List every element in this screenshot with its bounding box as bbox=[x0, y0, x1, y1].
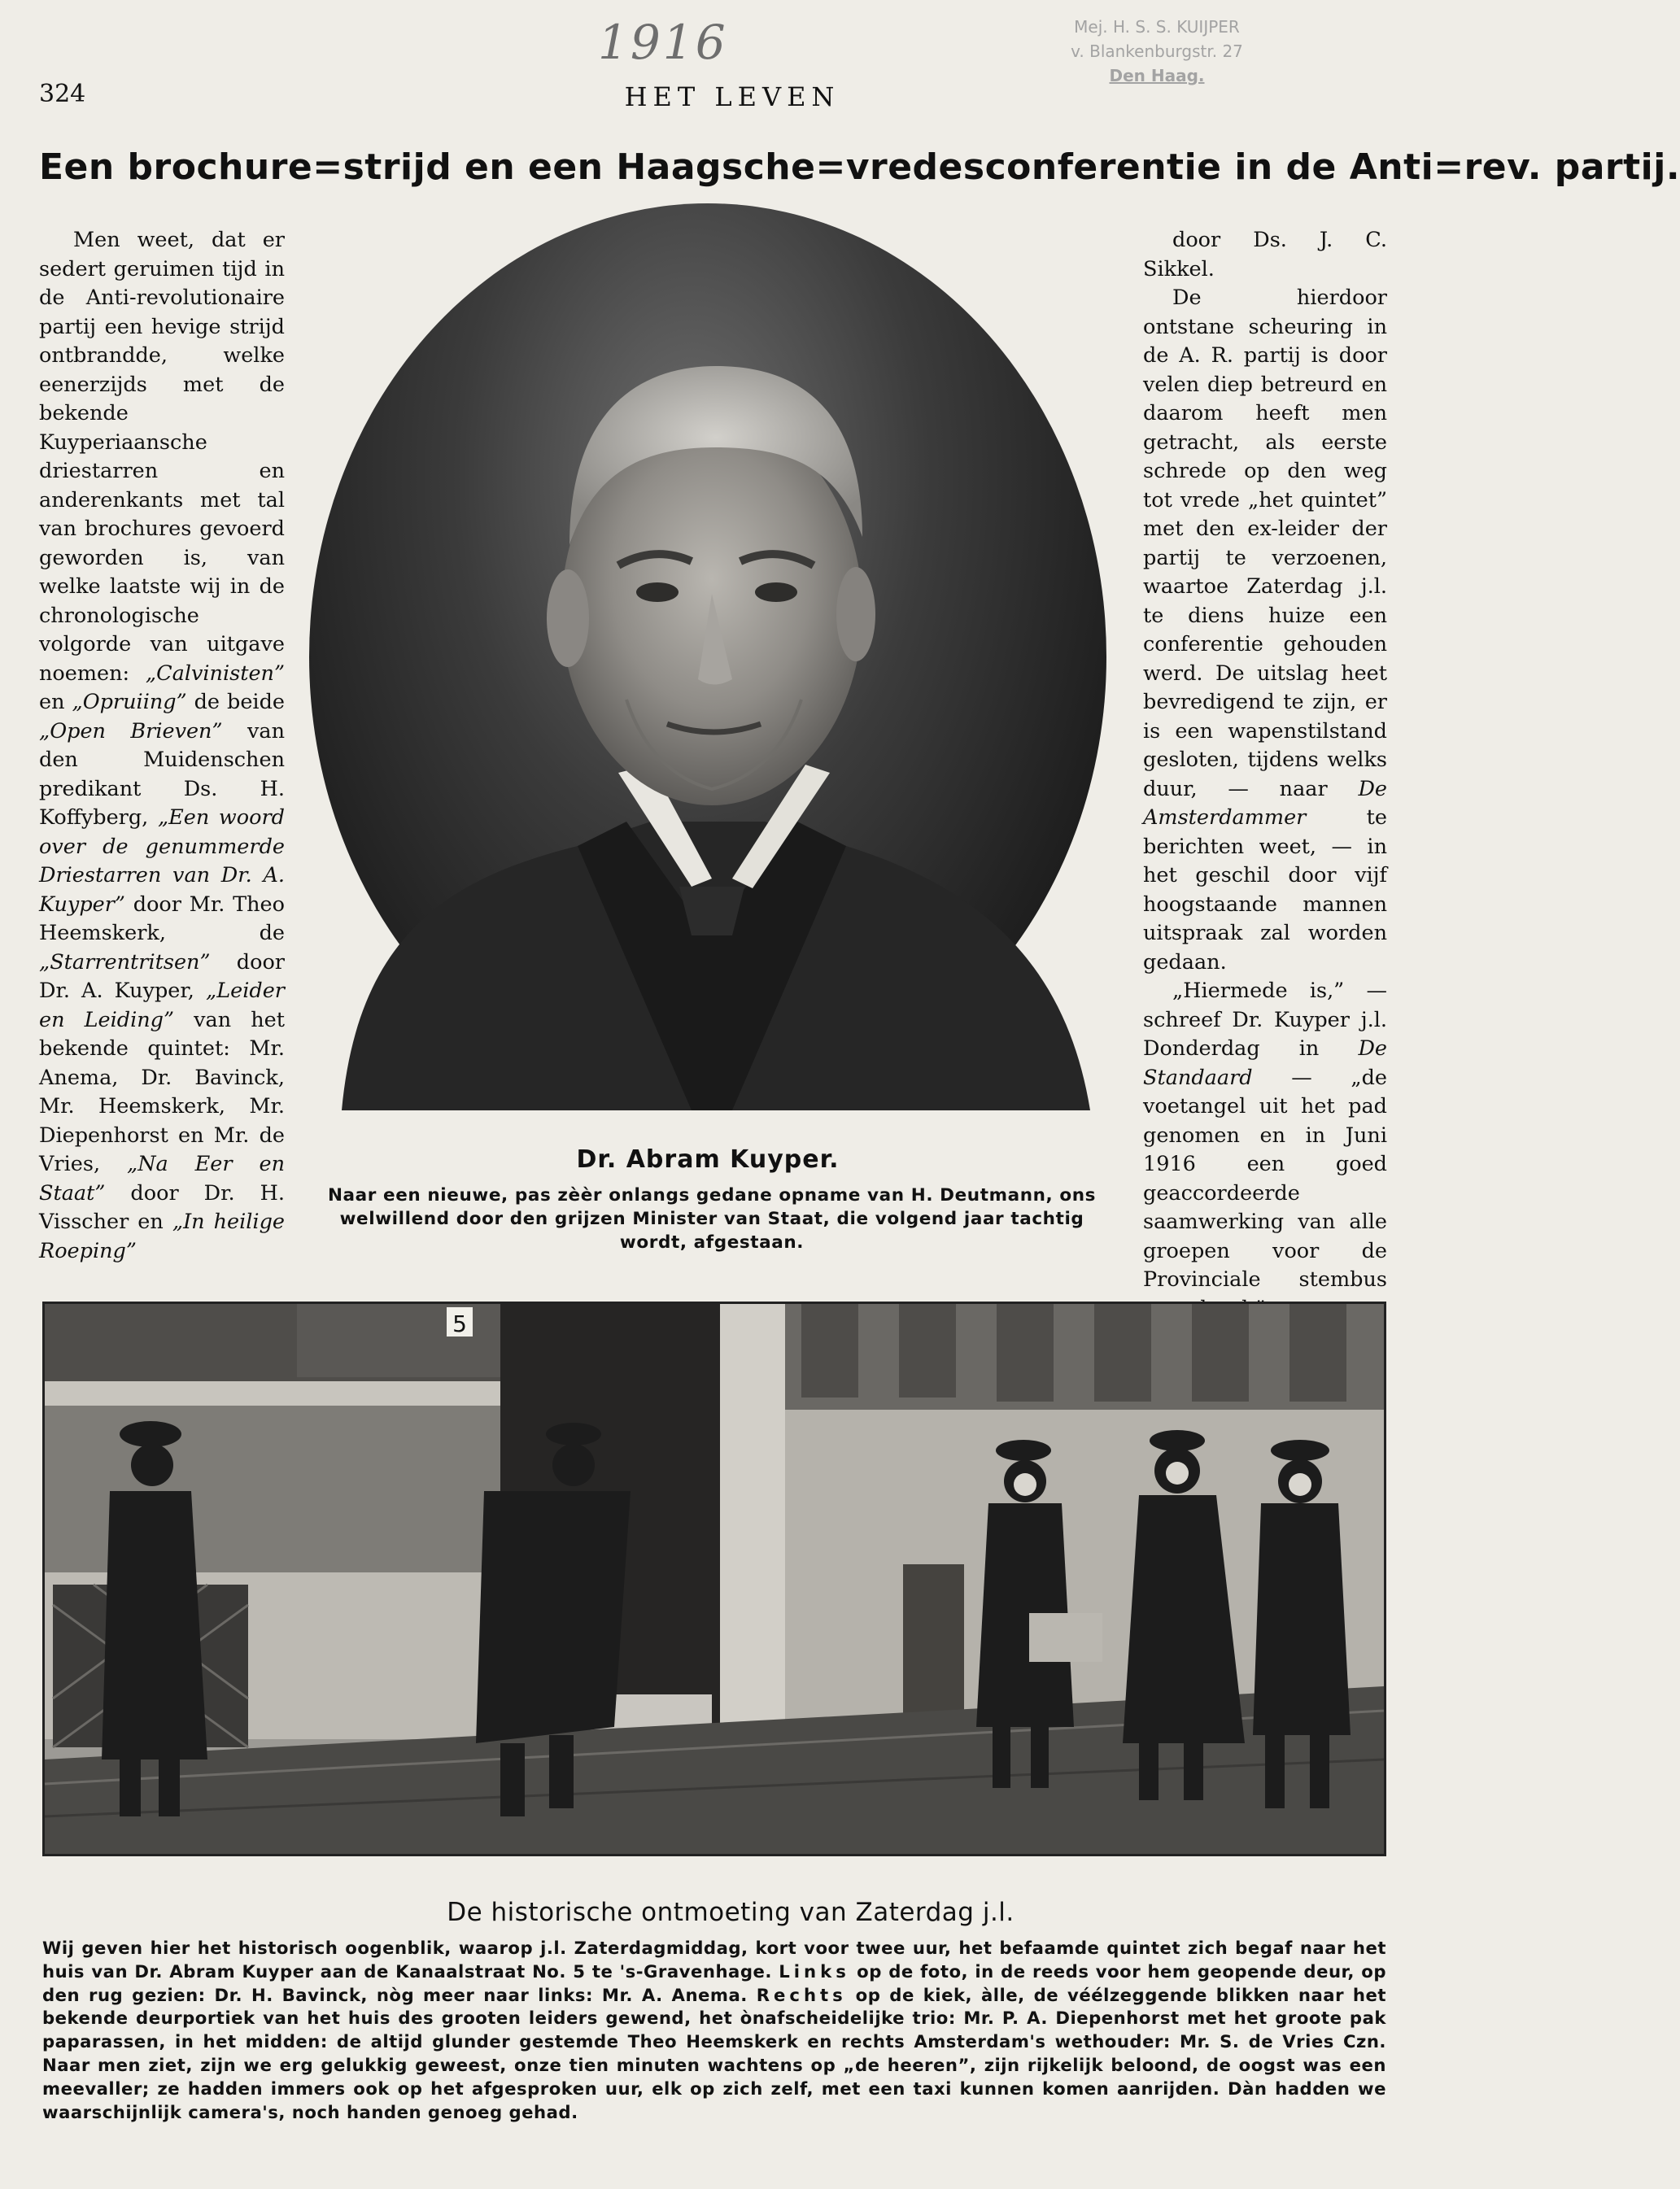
paragraph bbox=[1143, 284, 1387, 977]
title-reference: „Opruiing” bbox=[72, 690, 187, 714]
house-number: 5 bbox=[452, 1310, 467, 1337]
title-reference: De Standaard bbox=[1143, 1036, 1387, 1090]
text-run: Wij geven hier het historisch oogenblik, waarop j.l. Zaterdagmiddag, kort voor twee uur, het befaamde quintet zich begaf naar het huis van Dr. Abram Kuyper aan de Kanaalstraat No. 5 te 's-Gravenhage. bbox=[42, 1938, 1386, 1982]
text-run: op de kiek, àlle, de véélzeggende blikken naar het bekende deurportiek van het huis des grooten leiders gewend, het ònafscheidelijke trio: Mr. P. A. Diepenhorst met het groote pak paparassen, in het midden: de altijd glunder gestemde Theo Heemskerk en rechts Amsterdam's wethouder: Mr. S. de Vries Czn. Naar men ziet, zijn we erg gelukkig geweest, onze tien minuten wachtens op „de heeren”, zijn rijkelijk beloond, de oogst was een meevaller; ze hadden immers ook op het afgesproken uur, elk op zich zelf, met een taxi kunnen komen aanrijden. Dàn hadden we waarschijnlijk camera's, noch handen genoeg gehad. bbox=[42, 1984, 1386, 2122]
text-run: „Hiermede is,” — schreef Dr. Kuyper j.l. Donderdag in bbox=[1143, 979, 1387, 1061]
text-run: door Mr. Theo Heemskerk, de bbox=[39, 892, 285, 945]
photo-title: De historische ontmoeting van Zaterdag j.l. bbox=[447, 1898, 1015, 1927]
title-reference: „Open Brieven” bbox=[39, 718, 223, 743]
stamp-line-name: Mej. H. S. S. KUIJPER bbox=[1074, 17, 1240, 37]
portrait-figure-icon bbox=[309, 203, 1106, 1110]
handwritten-year: 1916 bbox=[598, 15, 728, 70]
text-run: door Dr. A. Kuyper, bbox=[39, 949, 285, 1003]
title-reference: „In heilige Roeping” bbox=[39, 1210, 285, 1263]
text-run: van den Muidenschen predikant Ds. H. Koffyberg, bbox=[39, 718, 285, 830]
street-photo bbox=[42, 1302, 1386, 1856]
title-reference: „Een woord over de genummerde Driestarren van Dr. A. Kuyper” bbox=[39, 805, 285, 917]
text-run: — „de voetangel uit het pad genomen en in Juni 1916 een goed geaccordeerde saamwerking van alle groepen voor de Provinciale stembus bbox=[1143, 1065, 1387, 1292]
stamp-line-city: Den Haag. bbox=[1109, 66, 1205, 85]
article-headline: Een brochure=strijd en een Haagsche=vredesconferentie in de Anti=rev. partij. bbox=[39, 146, 1680, 188]
text-run: te berichten weet, — in het geschil door vijf hoogstaande mannen uitspraak zal worden gedaan. bbox=[1143, 805, 1387, 975]
paragraph bbox=[1143, 977, 1387, 1323]
title-reference: „Starrentritsen” bbox=[39, 949, 211, 975]
title-reference: „Leider en Leiding” bbox=[39, 979, 285, 1032]
text-run: op de foto, in de reeds voor hem geopende deur, op den rug gezien: Dr. H. Bavinck, nòg meer naar links: Mr. A. Anema. bbox=[42, 1960, 1386, 2005]
portrait-caption-text: Naar een nieuwe, pas zèèr onlangs gedane opname van H. Deutmann, ons welwillend door den grijzen Minister van Staat, die volgend jaar tachtig wordt, afgestaan. bbox=[327, 1185, 1097, 1253]
title-reference: „Calvinisten” bbox=[145, 661, 285, 686]
text-run: Men weet, dat er sedert geruimen tijd in de Anti-revolutionaire partij een hevige strijd ontbrandde, welke eenerzijds met de bekende Kuyperiaansche driestarren en anderenkants met tal van brochures gevoerd geworden is, van welke laatste wij in de chronologische volgorde van uitgave noemen: bbox=[39, 228, 285, 686]
text-run: en bbox=[39, 690, 72, 714]
page-number: 324 bbox=[39, 80, 86, 108]
text-run: van het bekende quintet: Mr. Anema, Dr. Bavinck, Mr. Heemskerk, Mr. Diepenhorst en Mr. de Vries, bbox=[39, 1007, 285, 1176]
stamp-line-street: v. Blankenburgstr. 27 bbox=[1071, 41, 1243, 61]
text-run: de beide bbox=[186, 690, 285, 714]
text-run: door Dr. H. Visscher en bbox=[39, 1180, 285, 1234]
running-head: HET LEVEN bbox=[624, 81, 840, 112]
text-run: De hierdoor ontstane scheuring in de A. R. partij is door velen diep betreurd en daarom heeft men getracht, als eerste schrede op den weg tot vrede „het quintet” met den ex-leider der partij te verzoenen, waartoe Zaterdag j.l. te diens huize een conferentie gehouden werd. De uitslag heet bevredigend te zijn, er is een wapenstilstand gesloten, tijdens welks duur, — naar bbox=[1143, 286, 1387, 801]
right-text-column bbox=[1143, 226, 1387, 1323]
spaced-emphasis: Links bbox=[779, 1960, 850, 1982]
owner-stamp bbox=[1035, 15, 1279, 88]
photo-caption bbox=[42, 1937, 1386, 2124]
street-scene-icon bbox=[45, 1304, 1384, 1854]
paragraph bbox=[1143, 226, 1387, 284]
title-reference: De Amsterdammer bbox=[1143, 776, 1387, 830]
portrait-caption-name: Dr. Abram Kuyper. bbox=[576, 1145, 840, 1174]
text-run: door Ds. J. C. Sikkel. bbox=[1143, 228, 1387, 281]
portrait-photo bbox=[309, 203, 1106, 1110]
spaced-emphasis: Rechts bbox=[756, 1984, 847, 2005]
paragraph bbox=[39, 226, 285, 1266]
left-text-column bbox=[39, 226, 285, 1266]
title-reference: „Na Eer en Staat” bbox=[39, 1152, 285, 1206]
